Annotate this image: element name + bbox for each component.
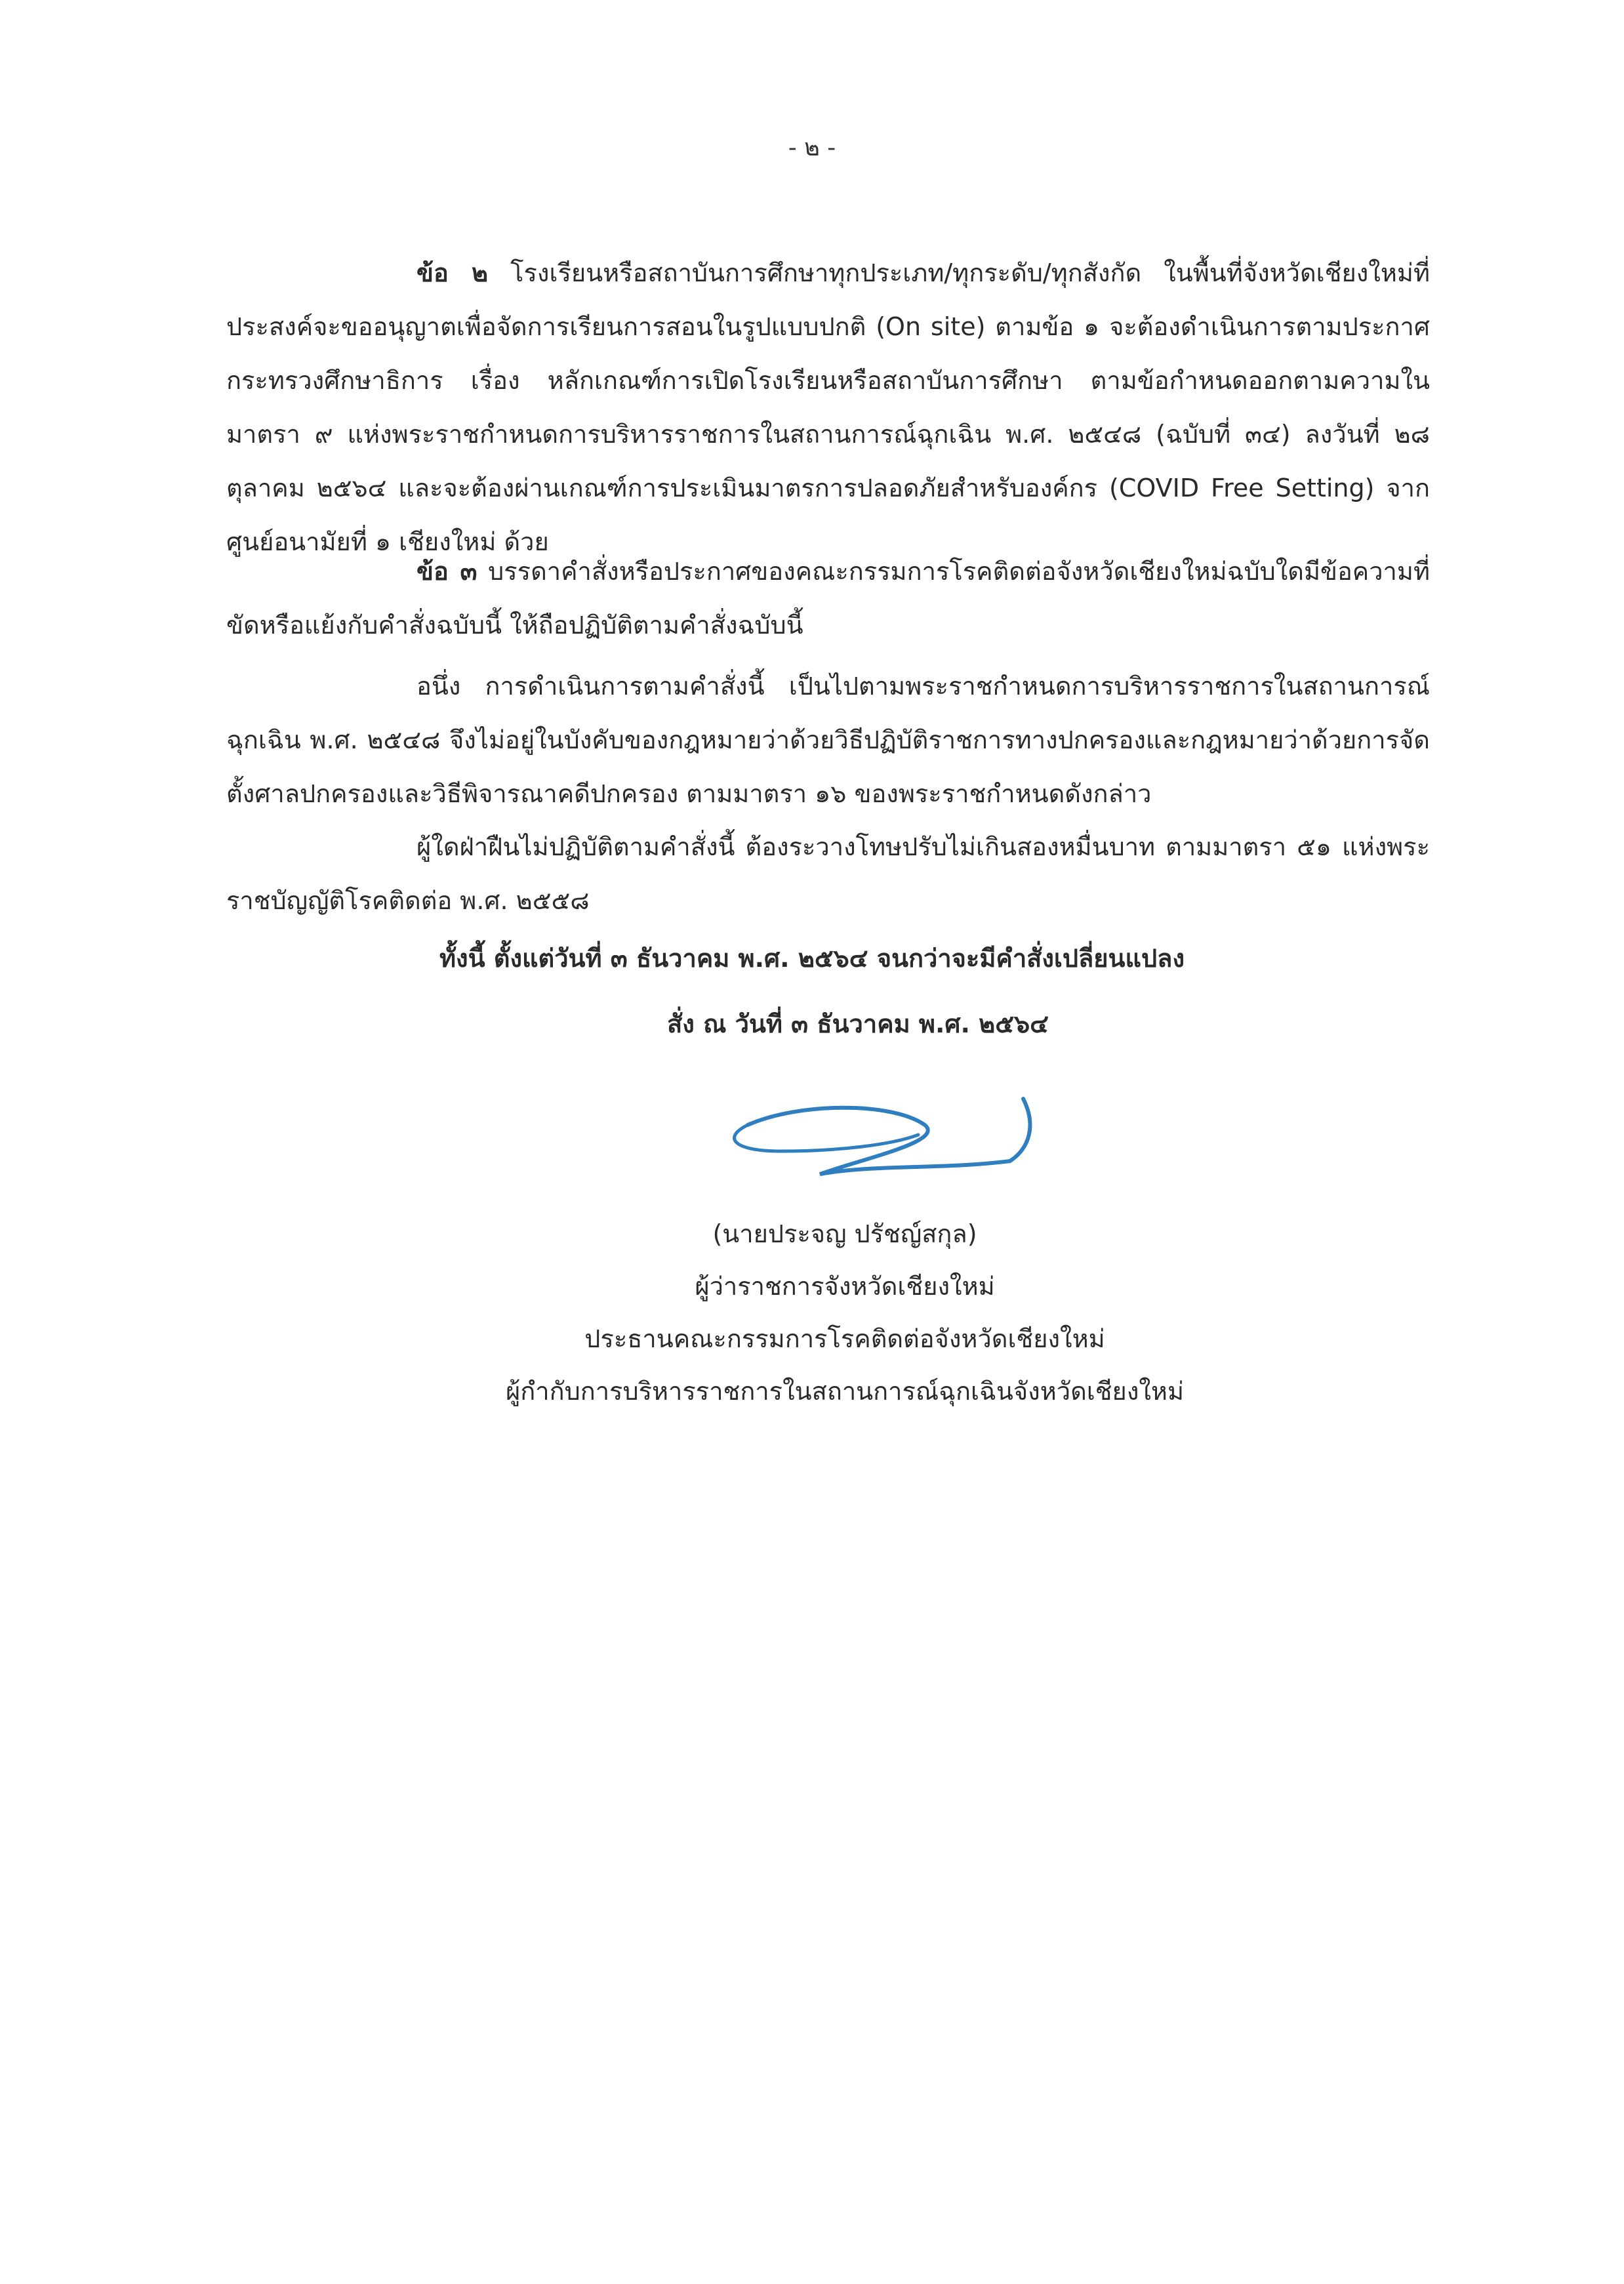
signature-stroke: [748, 1099, 1030, 1174]
page-number: - ๒ -: [788, 134, 836, 161]
effective-date-line: ทั้งนี้ ตั้งแต่วันที่ ๓ ธันวาคม พ.ศ. ๒๕๖๔ จนกว่าจะมีคำสั่งเปลี่ยนแปลง: [439, 944, 1185, 973]
signatory-position-1: ผู้ว่าราชการจังหวัดเชียงใหม่: [695, 1272, 995, 1301]
signature: [708, 1086, 1049, 1191]
clause-3-text: บรรดาคำสั่งหรือประกาศของคณะกรรมการโรคติดต่อจังหวัดเชียงใหม่ฉบับใดมีข้อความที่ขัดหรือแย้งกับคำสั่งฉบับนี้ ให้ถือปฏิบัติตามคำสั่งฉบับนี้: [226, 557, 1430, 640]
ordered-on-line: สั่ง ณ วันที่ ๓ ธันวาคม พ.ศ. ๒๕๖๔: [667, 1009, 1049, 1038]
signatory-position-3: ผู้กำกับการบริหารราชการในสถานการณ์ฉุกเฉินจังหวัดเชียงใหม่: [505, 1377, 1185, 1406]
signature-loop: [735, 1125, 918, 1151]
note-paragraph: อนึ่ง การดำเนินการตามคำสั่งนี้ เป็นไปตามพระราชกำหนดการบริหารราชการในสถานการณ์ฉุกเฉิน พ.ศ. ๒๕๔๘ จึงไม่อยู่ในบังคับของกฎหมายว่าด้วยวิธีปฏิบัติราชการทางปกครองและกฎหมายว่าด้วยการจัดตั้งศาลปกครองและวิธีพิจารณาคดีปกครอง ตามมาตรา ๑๖ ของพระราชกำหนดดังกล่าว: [226, 672, 1430, 808]
clause-2-paragraph: [226, 246, 1430, 569]
clause-3-label: ข้อ ๓: [416, 557, 477, 586]
signatory-name: (นายประจญ ปรัชญ์สกุล): [712, 1219, 977, 1248]
clause-3-paragraph: [226, 544, 1430, 652]
clause-2-label: ข้อ ๒: [416, 258, 489, 287]
signatory-position-2: ประธานคณะกรรมการโรคติดต่อจังหวัดเชียงใหม่: [584, 1324, 1105, 1353]
clause-2-text: โรงเรียนหรือสถาบันการศึกษาทุกประเภท/ทุกระดับ/ทุกสังกัด ในพื้นที่จังหวัดเชียงใหม่ที่ประสงค์จะขออนุญาตเพื่อจัดการเรียนการสอนในรูปแบบปกติ (On site) ตามข้อ ๑ จะต้องดำเนินการตามประกาศกระทรวงศึกษาธิการ เรื่อง หลักเกณฑ์การเปิดโรงเรียนหรือสถาบันการศึกษา ตามข้อกำหนดออกตามความในมาตรา ๙ แห่งพระราชกำหนดการบริหารราชการในสถานการณ์ฉุกเฉิน พ.ศ. ๒๕๔๘ (ฉบับที่ ๓๔) ลงวันที่ ๒๘ ตุลาคม ๒๕๖๔ และจะต้องผ่านเกณฑ์การประเมินมาตรการปลอดภัยสำหรับองค์กร (COVID Free Setting) จากศูนย์อนามัยที่ ๑ เชียงใหม่ ด้วย: [226, 258, 1430, 556]
penalty-paragraph: ผู้ใดฝ่าฝืนไม่ปฏิบัติตามคำสั่งนี้ ต้องระวางโทษปรับไม่เกินสองหมื่นบาท ตามมาตรา ๕๑ แห่งพระราชบัญญัติโรคติดต่อ พ.ศ. ๒๕๕๘: [226, 832, 1430, 915]
